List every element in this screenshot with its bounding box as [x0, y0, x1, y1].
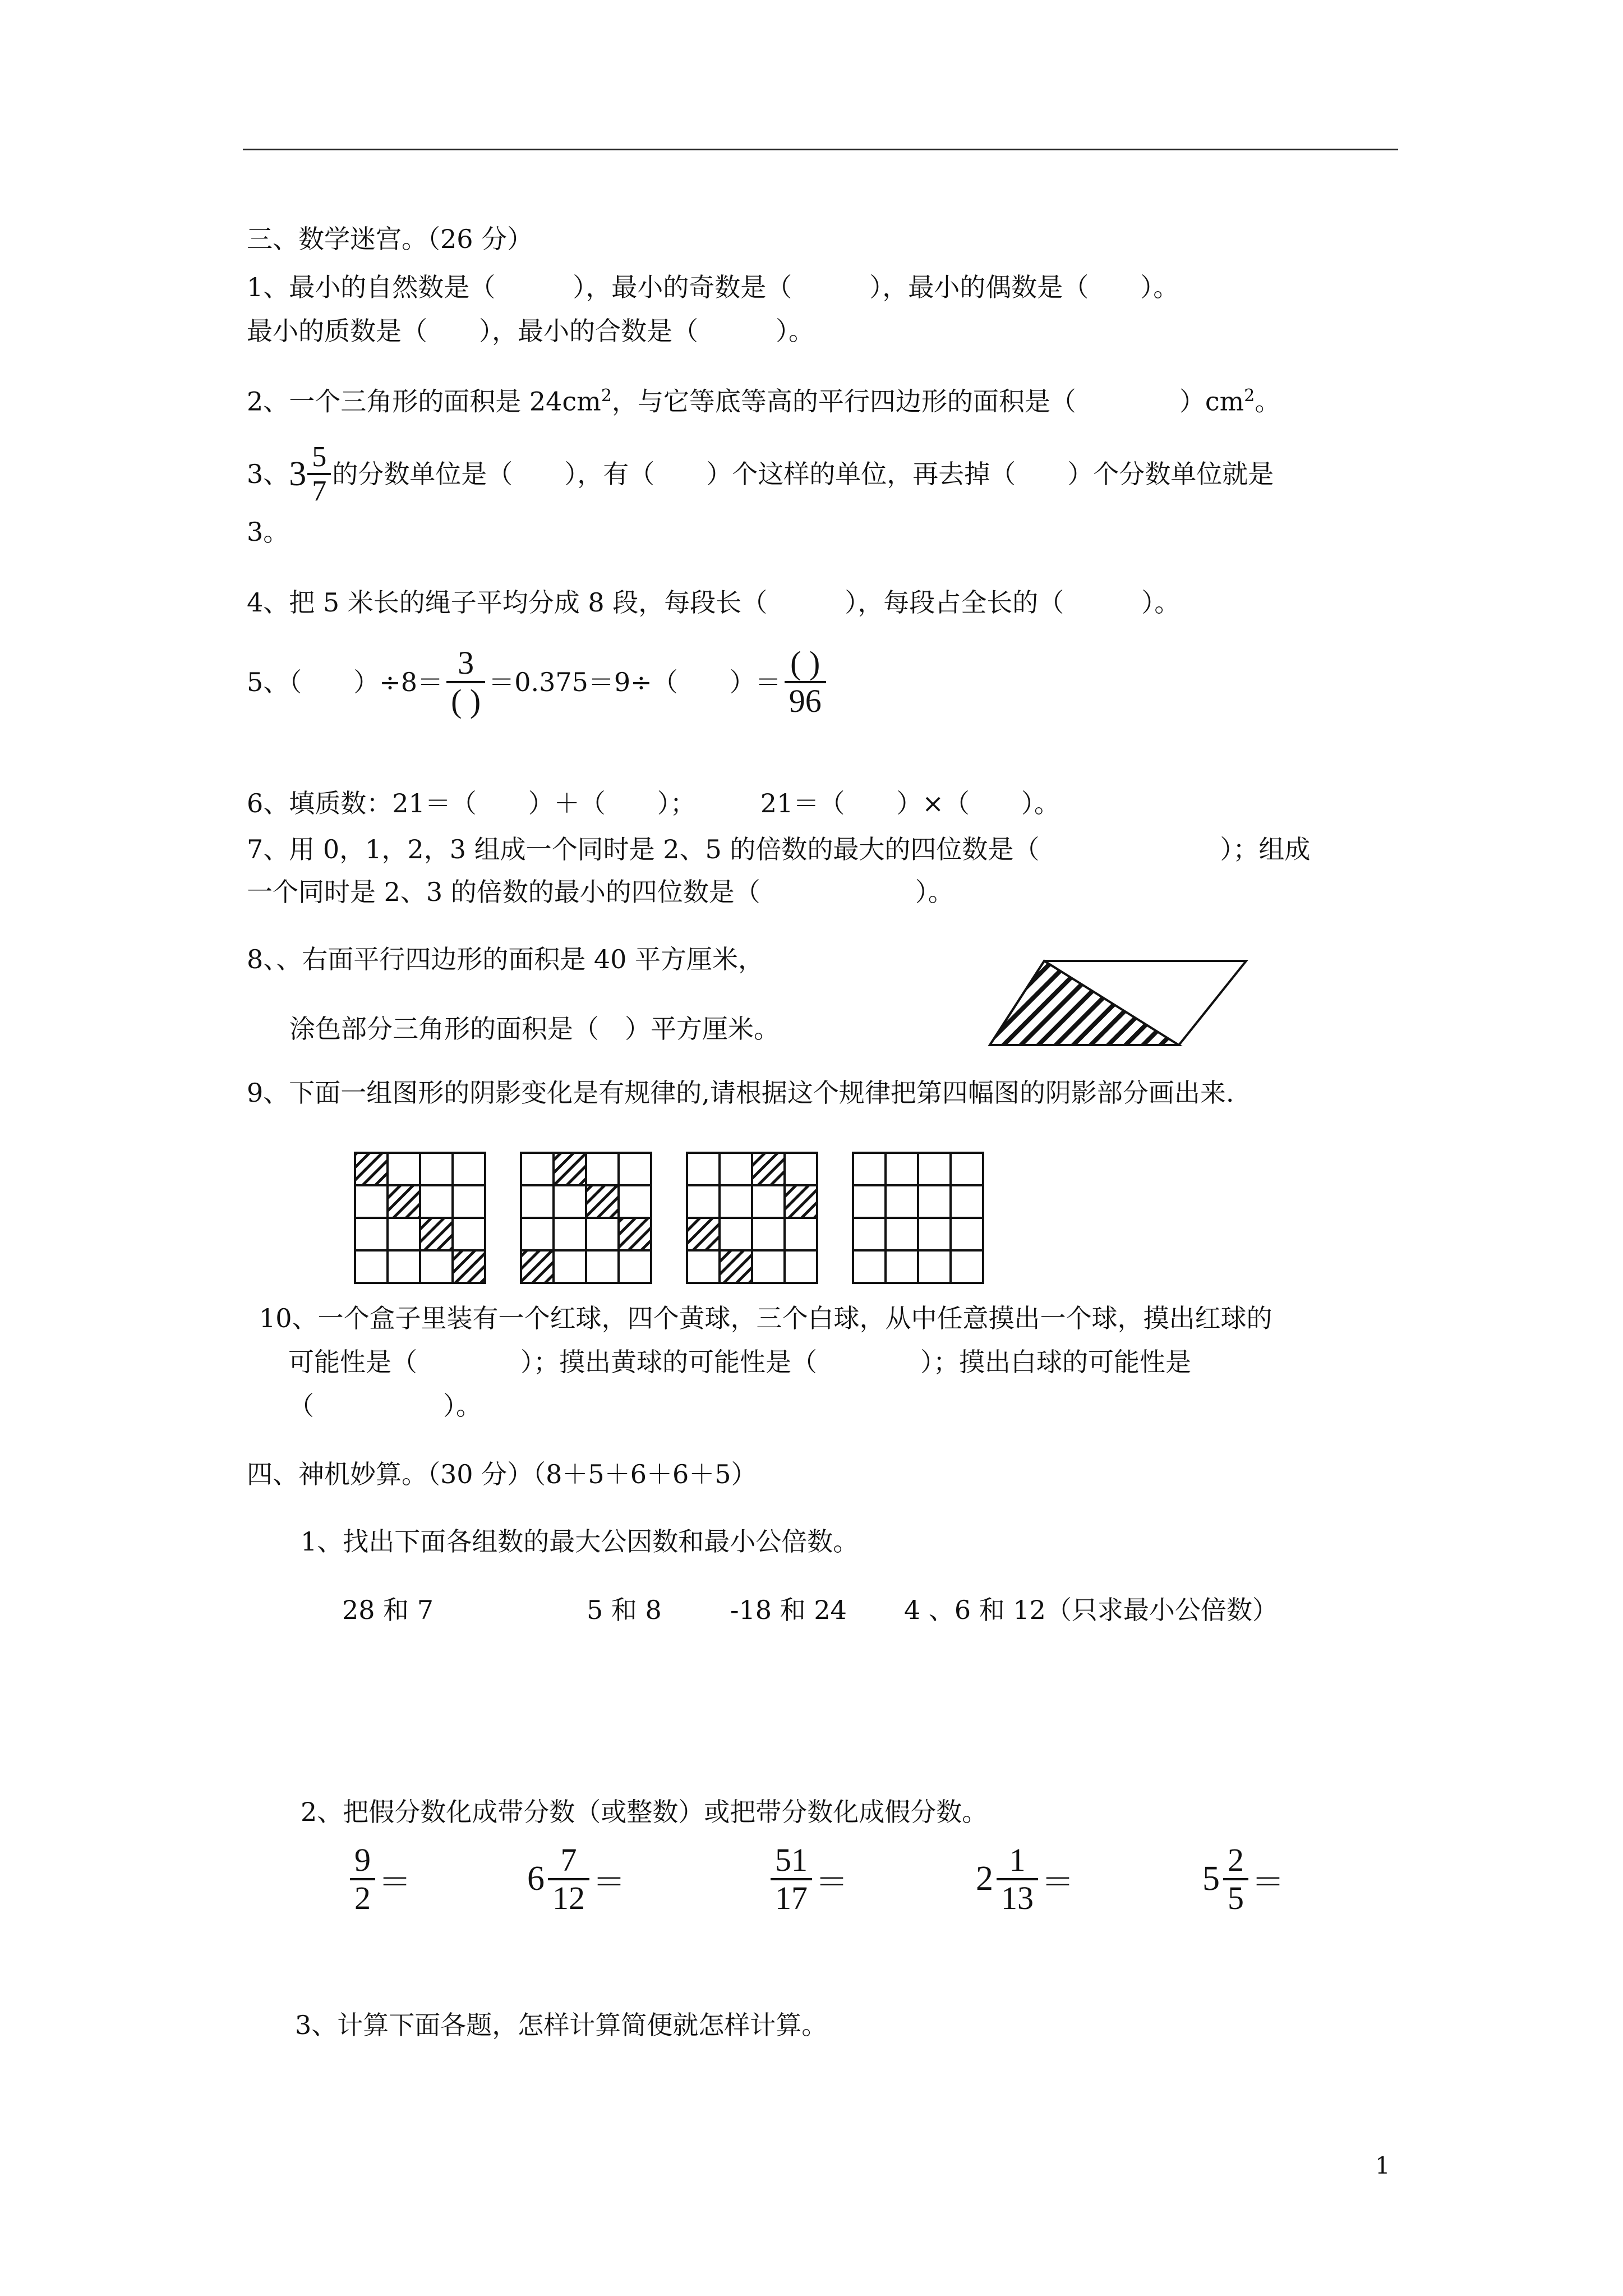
fraction-item-4	[976, 1842, 1074, 1916]
grid-3	[687, 1153, 817, 1283]
fraction-item-5	[1202, 1842, 1284, 1916]
q9: 9、下面一组图形的阴影变化是有规律的,请根据这个规律把第四幅图的阴影部分画出来.	[247, 1078, 1234, 1108]
parallelogram-figure	[984, 956, 1251, 1049]
q5-f2-num: ( )	[785, 645, 826, 683]
gcd-item-3: -18 和 24	[730, 1595, 847, 1625]
q3-line2: 3。	[247, 517, 289, 547]
header-rule	[243, 149, 1398, 150]
s4-q2-title: 2、把假分数化成带分数（或整数）或把带分数化成假分数。	[301, 1797, 988, 1827]
fraction-item-1-num: 9	[350, 1842, 375, 1880]
fraction-item-4-eq: ＝	[1041, 1864, 1075, 1901]
q3-num: 5	[307, 441, 331, 475]
q4: 4、把 5 米长的绳子平均分成 8 段，每段长（ ），每段占全长的（ ）。	[247, 587, 1181, 618]
fraction-item-2-frac	[548, 1842, 589, 1916]
q3-text: 的分数单位是（ ），有（ ）个这样的单位，再去掉（ ）个分数单位就是	[332, 459, 1274, 490]
fraction-item-4-den: 13	[1001, 1879, 1034, 1916]
q3-prefix: 3、	[247, 459, 289, 490]
fraction-item-4-frac	[997, 1842, 1038, 1916]
q2-tail: ，与它等底等高的平行四边形的面积是（ ）cm	[611, 386, 1244, 417]
grid-2	[521, 1153, 651, 1283]
q6: 6、填质数：21＝（ ）＋（ ）； 21＝（ ）×（ ）。	[247, 788, 1060, 818]
fraction-item-2-den: 12	[552, 1879, 585, 1916]
fraction-item-5-whole: 5	[1202, 1860, 1220, 1898]
fraction-item-3-num: 51	[771, 1842, 812, 1880]
q2-sup2: 2	[1244, 386, 1255, 406]
shading-pattern-grids	[351, 1150, 1001, 1287]
s4-q3-title: 3、计算下面各题，怎样计算简便就怎样计算。	[295, 2010, 828, 2040]
q3	[247, 441, 1274, 507]
section4-title: 四、神机妙算。（30 分）（8＋5＋6＋6＋5）	[247, 1459, 757, 1489]
q7-line2: 一个同时是 2、3 的倍数的最小的四位数是（ ）。	[247, 877, 954, 907]
q2-sup: 2	[601, 386, 612, 406]
q5-fraction2	[785, 645, 826, 719]
q10-line2: 可能性是（ ）；摸出黄球的可能性是（ ）；摸出白球的可能性是	[288, 1347, 1191, 1377]
q5-f1-num: 3	[446, 645, 485, 683]
q5-fraction1	[446, 645, 485, 719]
fraction-item-3-eq: ＝	[815, 1864, 849, 1901]
q1-line1: 1、最小的自然数是（ ），最小的奇数是（ ），最小的偶数是（ ）。	[247, 272, 1179, 302]
fraction-item-1-den: 2	[354, 1879, 371, 1916]
section3-title: 三、数学迷宫。（26 分）	[247, 224, 533, 254]
q8-line1: 8、、右面平行四边形的面积是 40 平方厘米，	[247, 944, 764, 974]
fraction-item-4-num: 1	[997, 1842, 1038, 1880]
s4-q1-title: 1、找出下面各组数的最大公因数和最小公倍数。	[301, 1526, 859, 1557]
fraction-item-2	[527, 1842, 625, 1916]
fraction-item-1	[347, 1842, 411, 1916]
fraction-item-3-den: 17	[775, 1879, 808, 1916]
fraction-item-2-whole: 6	[527, 1860, 545, 1898]
fraction-item-5-frac	[1223, 1842, 1248, 1916]
q3-whole: 3	[289, 455, 307, 494]
q5-b: ＝0.375＝9÷（ ）＝	[488, 666, 781, 697]
q3-fraction	[307, 441, 331, 507]
fraction-item-4-whole: 2	[976, 1860, 993, 1898]
q2-text: 2、一个三角形的面积是 24cm	[247, 386, 601, 417]
q3-den: 7	[312, 475, 327, 508]
q5-f2-den: 96	[789, 682, 822, 719]
q8-line2: 涂色部分三角形的面积是（ ）平方厘米。	[289, 1014, 780, 1044]
gcd-item-4: 4 、6 和 12（只求最小公倍数）	[904, 1595, 1278, 1625]
fraction-item-1-eq: ＝	[379, 1864, 412, 1901]
q2-end: 。	[1255, 386, 1281, 417]
q5-f1-den: ( )	[451, 682, 481, 719]
grid-1	[355, 1153, 485, 1283]
grid-4-empty[interactable]	[853, 1153, 983, 1283]
q5	[247, 645, 829, 719]
q10-line3: （ ）。	[288, 1391, 482, 1421]
gcd-item-1: 28 和 7	[342, 1595, 434, 1625]
q5-a: 5、（ ）÷8＝	[247, 666, 444, 697]
q7-line1: 7、用 0，1，2，3 组成一个同时是 2、5 的倍数的最大的四位数是（ ）；组成	[247, 834, 1311, 864]
fraction-item-2-eq: ＝	[593, 1864, 626, 1901]
fraction-item-3-frac	[771, 1842, 812, 1916]
fraction-item-5-eq: ＝	[1252, 1864, 1285, 1901]
fraction-item-2-num: 7	[548, 1842, 589, 1880]
page-number: 1	[1375, 2152, 1390, 2179]
fraction-item-1-frac	[350, 1842, 375, 1916]
fraction-item-5-num: 2	[1223, 1842, 1248, 1880]
fraction-item-5-den: 5	[1228, 1879, 1244, 1916]
gcd-item-2: 5 和 8	[587, 1595, 662, 1625]
q10-line1: 10、一个盒子里装有一个红球，四个黄球，三个白球，从中任意摸出一个球，摸出红球的	[259, 1303, 1272, 1333]
q1-line2: 最小的质数是（ ），最小的合数是（ ）。	[247, 316, 814, 346]
fraction-item-3	[767, 1842, 848, 1916]
q2	[247, 379, 1280, 418]
